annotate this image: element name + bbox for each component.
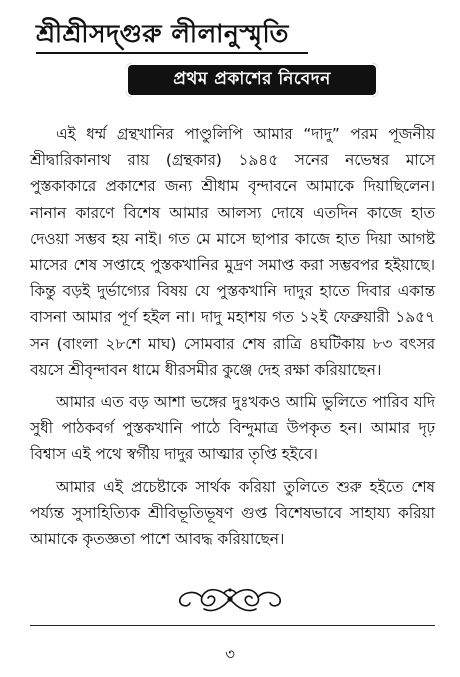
page-title: শ্রীশ্রীসদ্গুরু লীলানুস্মৃতি bbox=[36, 19, 289, 48]
body-text bbox=[30, 121, 435, 552]
footer-divider bbox=[30, 625, 435, 626]
scroll-flourish-ornament-icon bbox=[170, 579, 290, 619]
section-banner bbox=[126, 63, 378, 97]
page-number: ৩ bbox=[225, 645, 235, 663]
paragraph-1: এই ধর্ম্ম গ্রন্থখানির পাণ্ডুলিপি আমার “দাদু” পরম পূজনীয় শ্রীদ্বারিকানাথ রায় (গ্রন্থকার) ১৯৪৫ সনের নভেম্বর মাসে পুস্তকাকারে প্রকাশের জন্য শ্রীধাম বৃন্দাবনে আমাকে দিয়াছিলেন। নানান কারণে বিশেষ আমার আলস্য দোষে এতদিন কাজে হাত দেওয়া সম্ভব হয় নাই। গত মে মাসে ছাপার কাজে হাত দিয়া আগষ্ট মাসের শেষ সপ্তাহে পুস্তকখানির মুদ্রণ সমাপ্ত করা সম্ভবপর হইয়াছে। কিন্তু বড়ই দুর্ভাগ্যের বিষয় যে পুস্তকখানি দাদুর হাতে দিবার একান্ত বাসনা আমার পূর্ণ হইল না। দাদু মহাশয় গত ১২ই ফেব্রুয়ারী ১৯৫৭ সন (বাংলা ২৮শে মাঘ) সোমবার শেষ রাত্রি ৪ঘটিকায় ৮৩ বৎসর বয়সে শ্রীবৃন্দাবন ধামে ধীরসমীর কুঞ্জে দেহ রক্ষা করিয়াছেন। bbox=[30, 125, 435, 379]
banner-label: প্রথম প্রকাশের নিবেদন bbox=[173, 69, 331, 89]
title-underline bbox=[36, 52, 308, 54]
paragraph-3: আমার এই প্রচেষ্টাকে সার্থক করিয়া তুলিতে শুরু হইতে শেষ পর্য্যন্ত সুসাহিত্যিক শ্রীবিভূতিভূষণ গুপ্ত বিশেষভাবে সাহায্য করিয়া আমাকে কৃতজ্ঞতা পাশে আবদ্ধ করিয়াছেন। bbox=[30, 477, 435, 549]
paragraph-2: আমার এত বড় আশা ভঙ্গের দুঃখকও আমি ভুলিতে পারিব যদি সুধী পাঠকবর্গ পুস্তকখানি পাঠে বিন্দুমাত্র উপকৃত হন। আমার দৃঢ় বিশ্বাস এই পথে স্বর্গীয় দাদুর আত্মার তৃপ্তি হইবে। bbox=[30, 393, 435, 464]
